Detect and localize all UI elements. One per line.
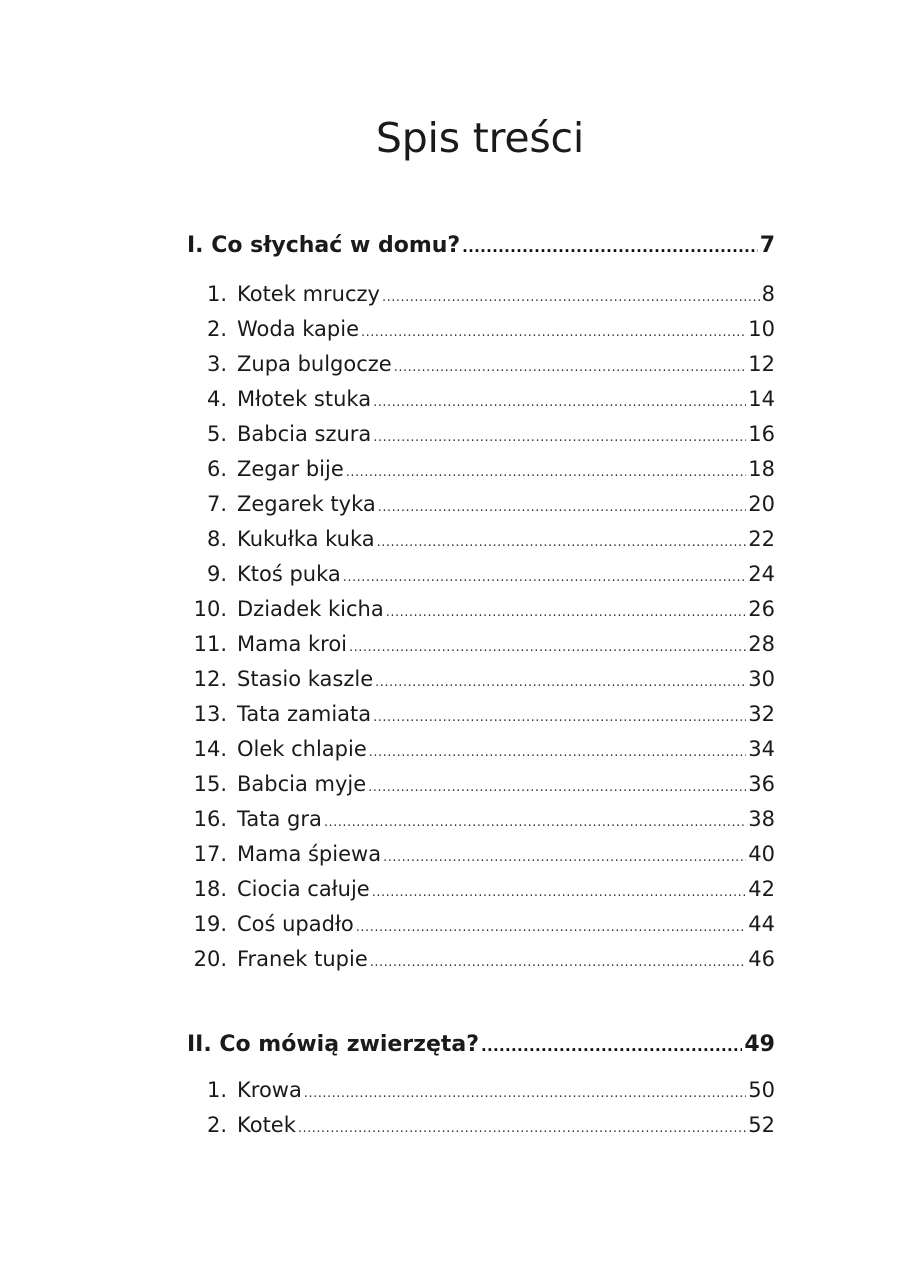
entry-title: Krowa: [237, 1078, 302, 1102]
entry-number: 1.: [206, 282, 227, 306]
entry-page: 16: [748, 422, 775, 446]
toc-entry[interactable]: [187, 347, 775, 382]
entry-title: Kotek mruczy: [237, 282, 380, 306]
toc-entry[interactable]: [187, 907, 775, 942]
entry-page: 20: [748, 492, 775, 516]
dot-leader: [361, 315, 746, 350]
toc-entry[interactable]: [187, 312, 775, 347]
entry-page: 18: [748, 457, 775, 481]
dot-leader: [386, 595, 747, 630]
entry-page: 52: [748, 1113, 775, 1137]
toc-entry[interactable]: [187, 382, 775, 417]
entry-title: Mama kroi: [237, 632, 348, 656]
entry-number: 12.: [193, 667, 227, 691]
entry-page: 34: [748, 737, 775, 761]
toc-entry[interactable]: [187, 557, 775, 592]
entry-page: 44: [748, 912, 775, 936]
dot-leader: [372, 875, 747, 910]
entry-number: 9.: [206, 562, 227, 586]
entry-number: 13.: [193, 702, 227, 726]
entry-number: 1.: [206, 1078, 227, 1102]
dot-leader: [382, 280, 760, 315]
dot-leader: [298, 1111, 746, 1146]
dot-leader: [373, 700, 746, 735]
dot-leader: [378, 490, 747, 525]
entry-number: 2.: [206, 1113, 227, 1137]
entry-title: Franek tupie: [237, 947, 368, 971]
entry-title: Zegar bije: [237, 457, 344, 481]
dot-leader: [377, 525, 747, 560]
entry-page: 8: [761, 282, 775, 306]
entry-page: 14: [748, 387, 775, 411]
dot-leader: [462, 229, 758, 265]
dot-leader: [394, 350, 747, 385]
toc-entry[interactable]: [187, 802, 775, 837]
dot-leader: [375, 665, 746, 700]
toc-entry[interactable]: [187, 1108, 775, 1143]
toc-entry[interactable]: [187, 627, 775, 662]
toc-entry[interactable]: [187, 1073, 775, 1108]
toc-section-2: [187, 1027, 775, 1143]
dot-leader: [373, 385, 746, 420]
entry-title: Coś upadło: [237, 912, 354, 936]
entry-title: Ciocia całuje: [237, 877, 370, 901]
toc-entry[interactable]: [187, 767, 775, 802]
entry-page: 42: [748, 877, 775, 901]
entry-title: Stasio kaszle: [237, 667, 374, 691]
section-heading[interactable]: [187, 1027, 775, 1063]
entry-title: Młotek stuka: [237, 387, 372, 411]
entry-page: 10: [748, 317, 775, 341]
entry-number: 8.: [206, 527, 227, 551]
entry-page: 38: [748, 807, 775, 831]
entry-page: 46: [748, 947, 775, 971]
dot-leader: [368, 770, 746, 805]
entry-title: Babcia myje: [237, 772, 367, 796]
entry-title: Dziadek kicha: [237, 597, 384, 621]
entry-number: 4.: [206, 387, 227, 411]
dot-leader: [481, 1028, 742, 1064]
entry-page: 36: [748, 772, 775, 796]
entry-number: 7.: [206, 492, 227, 516]
entry-number: 2.: [206, 317, 227, 341]
toc-entry[interactable]: [187, 452, 775, 487]
entry-number: 6.: [206, 457, 227, 481]
section-heading-title: II. Co mówią zwierzęta?: [187, 1032, 480, 1057]
entry-page: 50: [748, 1078, 775, 1102]
entry-title: Zegarek tyka: [237, 492, 376, 516]
entry-number: 18.: [193, 877, 227, 901]
toc-entry[interactable]: [187, 487, 775, 522]
toc-entry[interactable]: [187, 942, 775, 977]
entry-title: Babcia szura: [237, 422, 372, 446]
toc-entry[interactable]: [187, 837, 775, 872]
toc-section-1: [187, 228, 775, 977]
dot-leader: [324, 805, 746, 840]
dot-leader: [370, 945, 747, 980]
toc-entry[interactable]: [187, 417, 775, 452]
section-heading-title: I. Co słychać w domu?: [187, 233, 461, 258]
entry-page: 12: [748, 352, 775, 376]
toc-entry[interactable]: [187, 277, 775, 312]
dot-leader: [346, 455, 747, 490]
toc-entry[interactable]: [187, 522, 775, 557]
entry-title: Tata gra: [237, 807, 322, 831]
entry-title: Mama śpiewa: [237, 842, 382, 866]
section-heading-page: 7: [759, 233, 775, 258]
dot-leader: [304, 1076, 746, 1111]
entry-number: 3.: [206, 352, 227, 376]
section-heading[interactable]: [187, 228, 775, 264]
entry-number: 19.: [193, 912, 227, 936]
entry-number: 20.: [193, 947, 227, 971]
dot-leader: [383, 840, 746, 875]
entry-page: 32: [748, 702, 775, 726]
entry-title: Kotek: [237, 1113, 296, 1137]
entry-title: Tata zamiata: [237, 702, 372, 726]
entry-page: 28: [748, 632, 775, 656]
entry-title: Ktoś puka: [237, 562, 341, 586]
entry-number: 16.: [193, 807, 227, 831]
entry-number: 17.: [193, 842, 227, 866]
entry-title: Zupa bulgocze: [237, 352, 392, 376]
dot-leader: [373, 420, 746, 455]
entry-title: Woda kapie: [237, 317, 360, 341]
entry-page: 40: [748, 842, 775, 866]
entry-page: 24: [748, 562, 775, 586]
entry-number: 11.: [193, 632, 227, 656]
dot-leader: [349, 630, 746, 665]
dot-leader: [343, 560, 746, 595]
entry-title: Olek chlapie: [237, 737, 367, 761]
entry-page: 22: [748, 527, 775, 551]
entry-number: 14.: [193, 737, 227, 761]
toc-entry[interactable]: [187, 872, 775, 907]
toc-entry[interactable]: [187, 732, 775, 767]
dot-leader: [369, 735, 747, 770]
entry-number: 15.: [193, 772, 227, 796]
entry-number: 5.: [206, 422, 227, 446]
toc-entry[interactable]: [187, 592, 775, 627]
dot-leader: [356, 910, 746, 945]
page-title: Spis treści: [375, 114, 585, 162]
section-heading-page: 49: [744, 1032, 775, 1057]
entry-number: 10.: [193, 597, 227, 621]
entry-page: 30: [748, 667, 775, 691]
toc-entry[interactable]: [187, 662, 775, 697]
entry-title: Kukułka kuka: [237, 527, 375, 551]
entry-page: 26: [748, 597, 775, 621]
toc-entry[interactable]: [187, 697, 775, 732]
